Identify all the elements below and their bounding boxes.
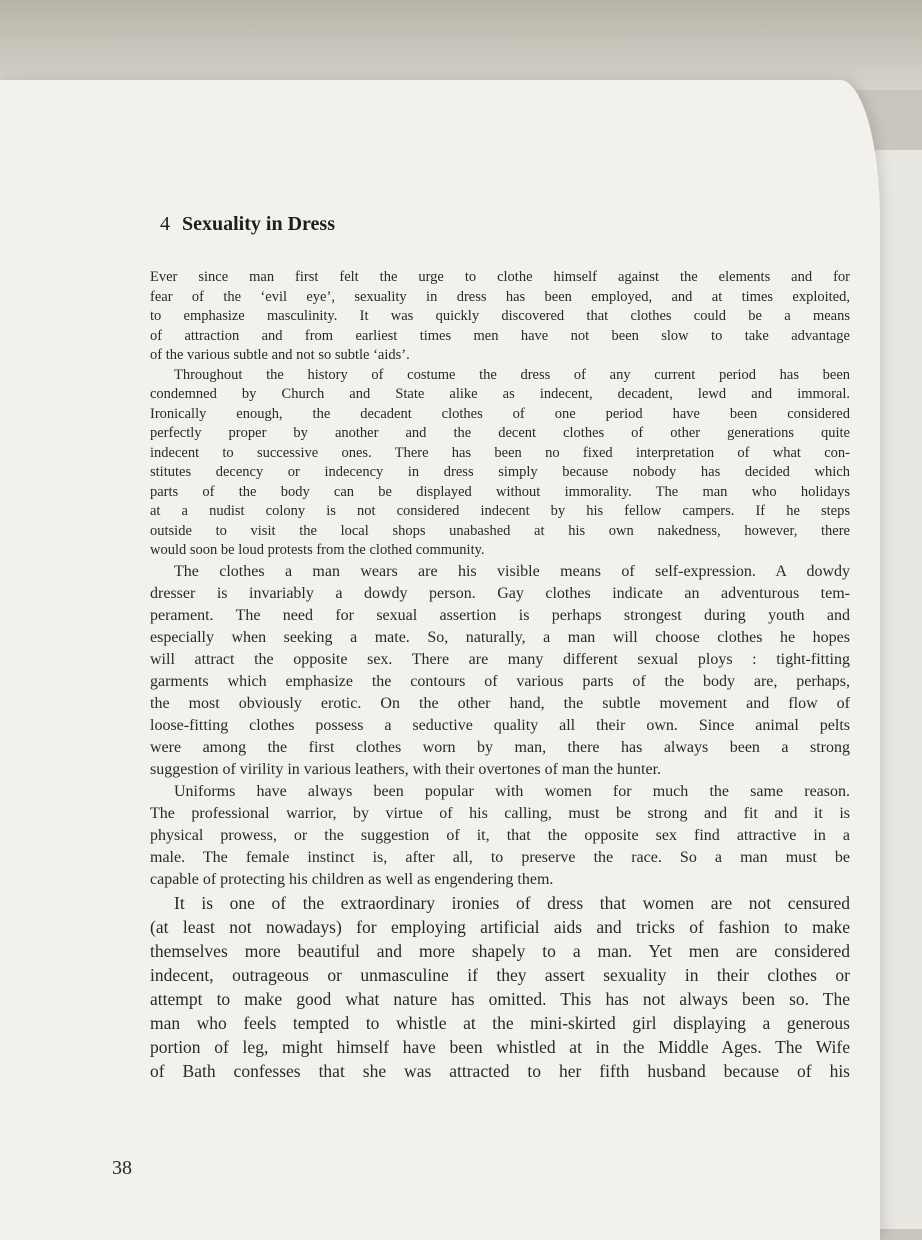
text-line: Ever since man first felt the urge to clothe himself against the elements and for	[150, 269, 850, 285]
text-line: male. The female instinct is, after all, to preserve the race. So a man must be	[150, 848, 850, 866]
text-line: of attraction and from earliest times men have not been slow to take advantage	[150, 327, 850, 344]
text-line: indecent to successive ones. There has been no fixed interpretation of what con-	[150, 444, 850, 461]
text-line: of the various subtle and not so subtle ‘aids’.	[150, 347, 410, 363]
text-line: loose-fitting clothes possess a seductive quality all their own. Since animal pelts	[150, 716, 850, 734]
text-line: physical prowess, or the suggestion of it, that the opposite sex find attractive in a	[150, 826, 850, 844]
body-text	[150, 268, 850, 1083]
paragraph-4	[150, 781, 850, 891]
text-line: The professional warrior, by virtue of his calling, must be strong and fit and it is	[150, 804, 850, 822]
text-line: fear of the ‘evil eye’, sexuality in dress has been employed, and at times exploited,	[150, 288, 850, 305]
text-line: (at least not nowadays) for employing artificial aids and tricks of fashion to make	[150, 916, 850, 937]
text-line: would soon be loud protests from the clothed community.	[150, 542, 485, 558]
page-number: 38	[112, 1157, 132, 1179]
text-line: Ironically enough, the decadent clothes of one period have been considered	[150, 405, 850, 422]
paragraph-5	[150, 891, 850, 1083]
text-line: It is one of the extraordinary ironies of dress that women are not censured	[174, 892, 850, 913]
text-line: were among the first clothes worn by man, there has always been a strong	[150, 738, 850, 756]
text-line: suggestion of virility in various leathers, with their overtones of man the hunter.	[150, 760, 662, 778]
text-line: to emphasize masculinity. It was quickly discovered that clothes could be a means	[150, 308, 850, 324]
text-line: Throughout the history of costume the dress of any current period has been	[174, 366, 850, 383]
text-line: outside to visit the local shops unabashed at his own nakedness, however, there	[150, 522, 850, 539]
text-line: perfectly proper by another and the decent clothes of other generations quite	[150, 425, 850, 441]
chapter-heading	[160, 213, 335, 236]
paragraph-1	[150, 268, 850, 366]
text-line: at a nudist colony is not considered indecent by his fellow campers. If he steps	[150, 503, 850, 519]
text-line: garments which emphasize the contours of various parts of the body are, perhaps,	[150, 672, 850, 690]
text-line: of Bath confesses that she was attracted to her fifth husband because of his	[150, 1060, 850, 1081]
text-line: the most obviously erotic. On the other hand, the subtle movement and flow of	[150, 694, 850, 712]
text-line: portion of leg, might himself have been whistled at in the Middle Ages. The Wife	[150, 1036, 850, 1057]
text-line: parts of the body can be displayed without immorality. The man who holidays	[150, 483, 850, 500]
chapter-number: 4	[160, 213, 170, 235]
text-line: themselves more beautiful and more shapely to a man. Yet men are considered	[150, 940, 850, 961]
paragraph-2	[150, 366, 850, 561]
chapter-title: Sexuality in Dress	[182, 213, 335, 235]
text-line: capable of protecting his children as well as engendering them.	[150, 870, 554, 888]
text-line: man who feels tempted to whistle at the mini-skirted girl displaying a generous	[150, 1012, 850, 1033]
paragraph-3	[150, 561, 850, 781]
text-line: The clothes a man wears are his visible means of self-expression. A dowdy	[174, 562, 850, 580]
text-line: attempt to make good what nature has omitted. This has not always been so. The	[150, 988, 850, 1009]
text-line: Uniforms have always been popular with women for much the same reason.	[174, 782, 850, 800]
text-line: dresser is invariably a dowdy person. Gay clothes indicate an adventurous tem-	[150, 584, 850, 602]
text-line: stitutes decency or indecency in dress simply because nobody has decided which	[150, 464, 850, 480]
text-line: indecent, outrageous or unmasculine if they assert sexuality in their clothes or	[150, 964, 850, 985]
text-line: perament. The need for sexual assertion is perhaps strongest during youth and	[150, 606, 850, 624]
text-line: especially when seeking a mate. So, naturally, a man will choose clothes he hopes	[150, 628, 850, 646]
text-line: condemned by Church and State alike as indecent, decadent, lewd and immoral.	[150, 386, 850, 402]
background-shadow	[0, 0, 922, 90]
text-line: will attract the opposite sex. There are many different sexual ploys : tight-fitting	[150, 650, 850, 668]
